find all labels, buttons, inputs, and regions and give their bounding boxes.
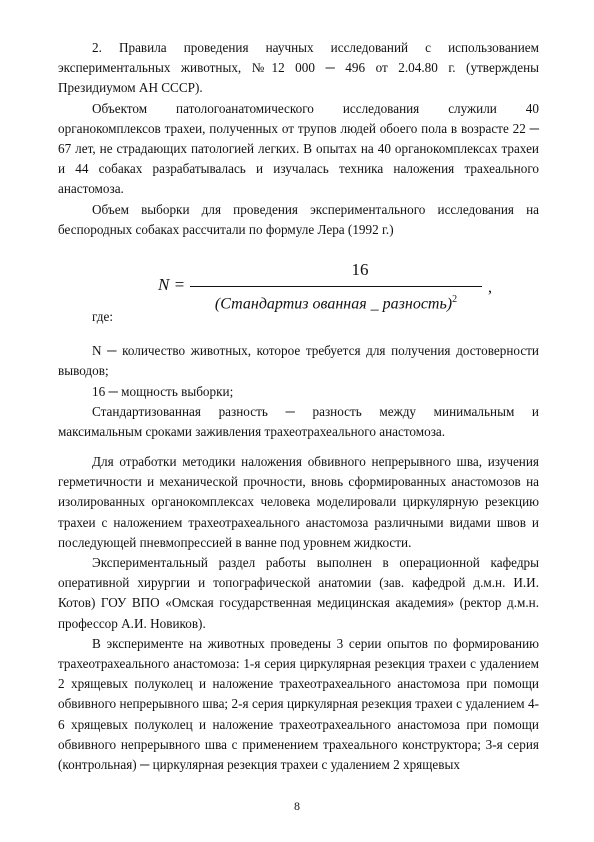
definition-n: N ─ количество животных, которое требуется для получения достоверности выводов; <box>58 343 539 379</box>
formula-exponent: 2 <box>452 294 458 305</box>
formula-comma: , <box>488 279 492 296</box>
series-paragraph: В эксперименте на животных проведены 3 серии опытов по формированию трахеотрахеального анастомоза: 1-я серия циркулярная резекция трахеи с удалением 2 хрящевых полуколец и наложение трахеотрахеального анастомоза при помощи обвивного непрерывного шва; 2-я серия циркулярная резекция трахеи с удалением 4-6 хрящевых полуколец и наложение трахеотрахеального анастомоза при помощи обвивного непрерывного шва с применением трахеального конструктора; 3-я серия (контрольная) ─ циркулярная резекция трахеи с удалением 2 хрящевых <box>58 635 539 773</box>
formula-lhs: N = <box>158 275 186 294</box>
formula-numerator: 16 <box>351 260 369 279</box>
definition-16: 16 ─ мощность выборки; <box>92 383 234 399</box>
methods-paragraph: Для отработки методики наложения обвивного непрерывного шва, изучения герметичности и механической прочности, вновь сформированных анастомозов на изолированных органокомплексах человека моделировали циркулярную резекцию трахеи с наложением трахеотрахеального анастомоза различными видами швов и последующей пневмопрессией в ванне под уровнем жидкости. <box>58 454 539 550</box>
sample-size-paragraph: Объем выборки для проведения экспериментального исследования на беспородных собаках рассчитали по формуле Лера (1992 г.) <box>58 201 539 237</box>
formula-denominator: (Стандартиз ованная _ разность) <box>214 295 453 313</box>
definition-difference: Стандартизованная разность ─ разность между минимальным и максимальным сроками заживления трахеотрахеального анастомоза. <box>58 403 539 440</box>
definitions-block <box>58 307 539 442</box>
reference-paragraph: 2. Правила проведения научных исследований с использованием экспериментальных животных, №12 000 ─ 496 от 2.04.80 г. (утверждены Президиумом АН СССР). <box>58 40 539 96</box>
methods-block <box>58 452 539 775</box>
intro-block <box>58 38 539 240</box>
object-paragraph: Объектом патологоанатомического исследования служили 40 органокомплексов трахеи, полученных от трупов людей обоего пола в возрасте 22 ─ 67 лет, не страдающих патологией легких. В опытах на 40 органокомплексах трахеи и 44 собаках разрабатывалась и изучалась техника наложения трахеального анастомоза. <box>58 100 539 197</box>
fraction-bar <box>190 286 482 287</box>
sample-size-formula <box>150 260 510 312</box>
where-label: где: <box>92 309 113 324</box>
department-paragraph: Экспериментальный раздел работы выполнен в операционной кафедры оперативной хирургии и топографической анатомии (зав. кафедрой д.м.н. И.И. Котов) ГОУ ВПО «Омская государственная медицинская академия» (ректор д.м.н. профессор А.И. Новиков). <box>58 555 539 631</box>
page-number: 8 <box>294 799 300 813</box>
